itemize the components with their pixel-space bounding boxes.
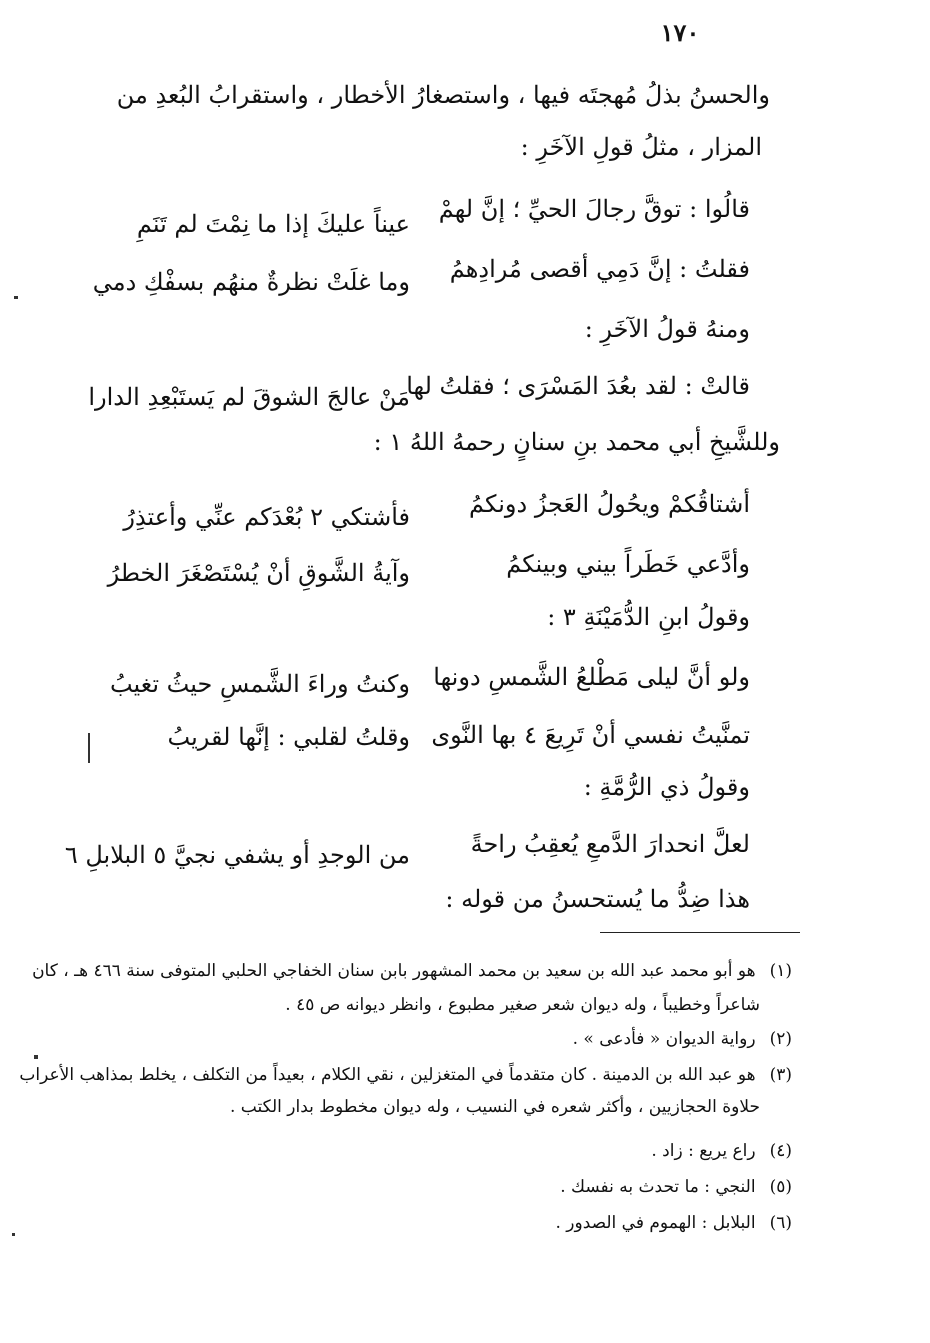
verse-hemistich-second: فأشتكي ٢ بُعْدَكم عنِّي وأعتذِرُ <box>123 503 410 531</box>
verse-intro: وللشَّيخِ أبي محمد بنِ سنانٍ رحمهُ اللهُ ١ : <box>373 428 780 456</box>
verse-hemistich-second: مَنْ عالجَ الشوقَ لم يَستَبْعِدِ الدارا <box>88 383 410 411</box>
footnote-continuation: حلاوة الحجازيين ، وأكثر شعره في النسيب ، وله ديوان مخطوط بدار الكتب . <box>229 1097 760 1117</box>
verse-hemistich-second: وقلتُ لقلبي : إنَّها لقريبُ <box>167 723 410 751</box>
verse-hemistich-second: وآيةُ الشَّوقِ أنْ يُسْتَصْغَرَ الخطرُ <box>107 559 410 587</box>
footnote-number: (٤) <box>769 1141 792 1161</box>
footnote-number: (٦) <box>769 1213 792 1233</box>
verse-hemistich-first: وأدَّعي خَطَراً بيني وبينكمُ <box>506 550 750 578</box>
footnote-number: (١) <box>769 961 792 981</box>
verse-intro: ومنهُ قولُ الآخَرِ : <box>584 315 750 343</box>
verse-hemistich-second: وكنتُ وراءَ الشَّمسِ حيثُ تغيبُ <box>109 670 410 698</box>
verse-intro: وقولُ ذي الرُّمَّةِ : <box>583 773 750 801</box>
verse-hemistich-first: لعلَّ انحدارَ الدَّمعِ يُعقِبُ راحةً <box>470 830 750 858</box>
verse-hemistich-second: وما غلَتْ نظرةٌ منهُم بسفْكِ دمي <box>92 268 410 296</box>
footnote-number: (٢) <box>769 1029 792 1049</box>
footnote-number: (٥) <box>769 1177 792 1197</box>
footnote-text: البلابل : الهموم في الصدور . <box>555 1213 756 1233</box>
scan-speck <box>14 296 18 299</box>
footnote-text: النجي : ما تحدث به نفسك . <box>560 1177 756 1197</box>
footnote <box>72 1210 792 1236</box>
page-number: ١٧٠ <box>660 18 700 47</box>
verse-intro: وقولُ ابنِ الدُّمَيْنَةِ ٣ : <box>547 603 750 631</box>
footnote <box>19 1062 792 1088</box>
scan-speck <box>12 1233 15 1236</box>
prose-line: هذا ضِدُّ ما يُستحسنُ من قوله : <box>445 885 750 913</box>
footnote-continuation: شاعراً وخطيباً ، وله ديوان شعر صغير مطبوع ، وانظر ديوانه ص ٤٥ . <box>285 995 760 1015</box>
footnote-text: راع يريع : زاد . <box>651 1141 756 1161</box>
footnote <box>32 958 792 984</box>
verse-hemistich-first: قالُوا : توقَّ رجالَ الحيِّ ؛ إنَّ لهمْ <box>438 195 750 223</box>
verse-hemistich-second: من الوجدِ أو يشفي نجيَّ ٥ البلابلِ ٦ <box>64 841 410 869</box>
verse-hemistich-first: تمنَّيتُ نفسي أنْ تَرِيعَ ٤ بها النَّوى <box>431 721 750 749</box>
prose-line: المزار ، مثلُ قولِ الآخَرِ : <box>520 133 762 161</box>
footnote-separator <box>600 932 800 933</box>
scan-speck <box>34 1055 38 1059</box>
footnote-number: (٣) <box>769 1065 792 1085</box>
footnote <box>72 1174 792 1200</box>
verse-hemistich-first: ولو أنَّ ليلى مَطْلعُ الشَّمسِ دونها <box>433 663 750 691</box>
prose-line: والحسنُ بذلُ مُهجتَه فيها ، واستصغارُ الأخطار ، واستقرابُ البُعدِ من <box>116 81 770 109</box>
verse-hemistich-first: قالتْ : لقد بعُدَ المَسْرَى ؛ فقلتُ لها <box>406 372 750 400</box>
verse-hemistich-first: فقلتُ : إنَّ دَمِي أقصى مُرادِهمُ <box>449 255 750 283</box>
verse-hemistich-first: أشتاقُكمْ ويحُولُ العَجزُ دونكمُ <box>469 490 750 518</box>
verse-hemistich-second: عيناً عليكَ إذا ما نِمْتَ لم تَنَمِ <box>136 210 410 238</box>
scan-speck <box>88 733 90 763</box>
footnote <box>72 1138 792 1164</box>
footnote-text: رواية الديوان « فأدعى » . <box>572 1029 756 1049</box>
footnote-text: هو عبد الله بن الدمينة . كان متقدماً في المتغزلين ، نقي الكلام ، بعيداً من التكلف ، يخلط بمذاهب الأعراب <box>19 1065 756 1085</box>
footnote-text: هو أبو محمد عبد الله بن سعيد بن محمد المشهور بابن سنان الخفاجي الحلبي المتوفى سنة ٤٦٦ هـ ، كان <box>32 961 756 981</box>
footnote <box>72 1026 792 1052</box>
